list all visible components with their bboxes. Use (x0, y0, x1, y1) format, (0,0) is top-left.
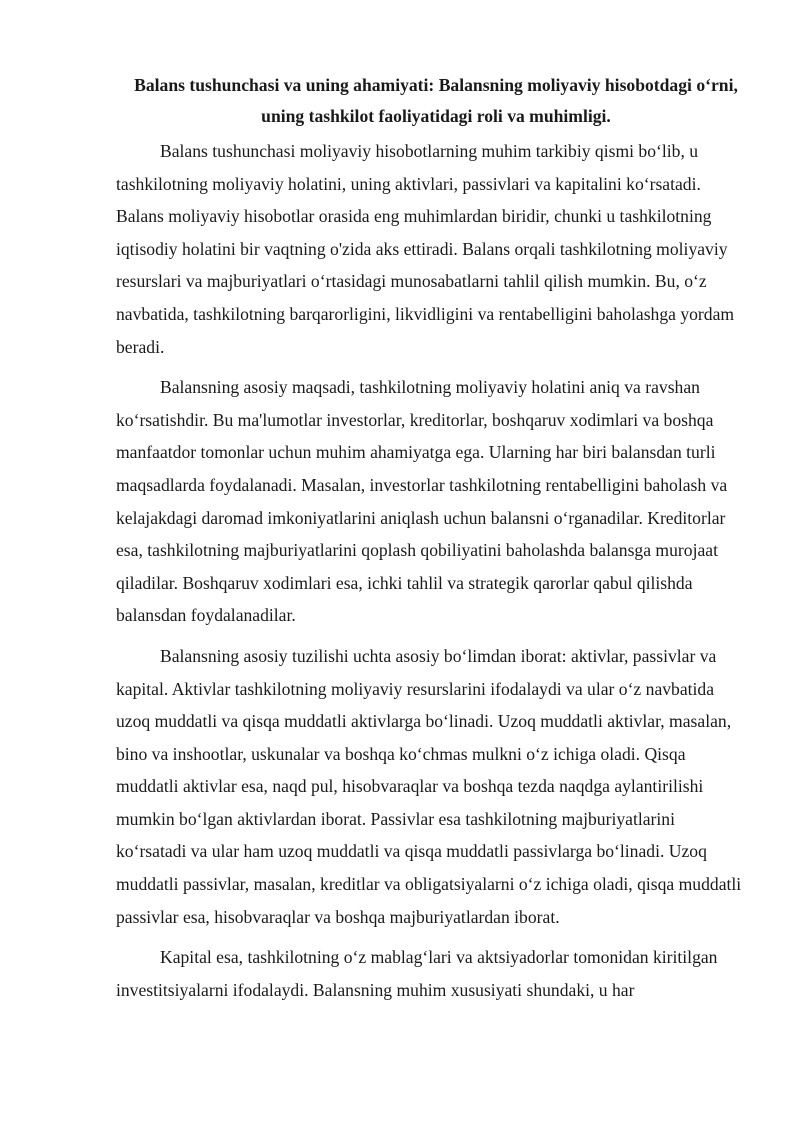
paragraph-2: Balansning asosiy maqsadi, tashkilotning moliyaviy holatini aniq va ravshan ko‘rsatishdir. Bu ma'lumotlar investorlar, kreditorlar, boshqaruv xodimlari va boshqa manfaatdor tomonlar uchun muhim ahamiyatga ega. Ularning har biri balansdan turli maqsadlarda foydalanadi. Masalan, investorlar tashkilotning rentabelligini baholash va kelajakdagi daromad imkoniyatlarini aniqlash uchun balansni o‘rganadilar. Kreditorlar esa, tashkilotning majburiyatlarini qoplash qobiliyatini baholashda balansga murojaat qiladilar. Boshqaruv xodimlari esa, ichki tahlil va strategik qarorlar qabul qilishda balansdan foydalanadilar. (116, 377, 728, 626)
paragraph-3: Balansning asosiy tuzilishi uchta asosiy bo‘limdan iborat: aktivlar, passivlar va kapital. Aktivlar tashkilotning moliyaviy resurslarini ifodalaydi va ular o‘z navbatida uzoq muddatli va qisqa muddatli aktivlarga bo‘linadi. Uzoq muddatli aktivlar, masalan, bino va inshootlar, uskunalar va boshqa ko‘chmas mulkni o‘z ichiga oladi. Qisqa muddatli aktivlar esa, naqd pul, hisobvaraqlar va boshqa tezda naqdga aylantirilishi mumkin bo‘lgan aktivlardan iborat. Passivlar esa tashkilotning majburiyatlarini ko‘rsatadi va ular ham uzoq muddatli va qisqa muddatli passivlarga bo‘linadi. Uzoq muddatli passivlar, masalan, kreditlar va obligatsiyalarni o‘z ichiga oladi, qisqa muddatli passivlar esa, hisobvaraqlar va boshqa majburiyatlardan iborat. (116, 645, 742, 927)
document-title: Balans tushunchasi va uning ahamiyati: Balansning moliyaviy hisobotdagi o‘rni, uning tashkilot faoliyatidagi roli va muhimligi. (134, 75, 738, 126)
paragraph-1: Balans tushunchasi moliyaviy hisobotlarning muhim tarkibiy qismi bo‘lib, u tashkilotning moliyaviy holatini, uning aktivlari, passivlari va kapitalini ko‘rsatadi. Balans moliyaviy hisobotlar orasida eng muhimlardan biridir, chunki u tashkilotning iqtisodiy holatini bir vaqtning o'zida aks ettiradi. Balans orqali tashkilotning moliyaviy resurslari va majburiyatlari o‘rtasidagi munosabatlarni tahlil qilish mumkin. Bu, o‘z navbatida, tashkilotning barqarorligini, likvidligini va rentabelligini baholashga yordam beradi. (116, 141, 735, 357)
document-page (116, 70, 746, 1014)
paragraph-4: Kapital esa, tashkilotning o‘z mablag‘lari va aktsiyadorlar tomonidan kiritilgan investitsiyalarni ifodalaydi. Balansning muhim xususiyati shundaki, u har (116, 947, 718, 1000)
